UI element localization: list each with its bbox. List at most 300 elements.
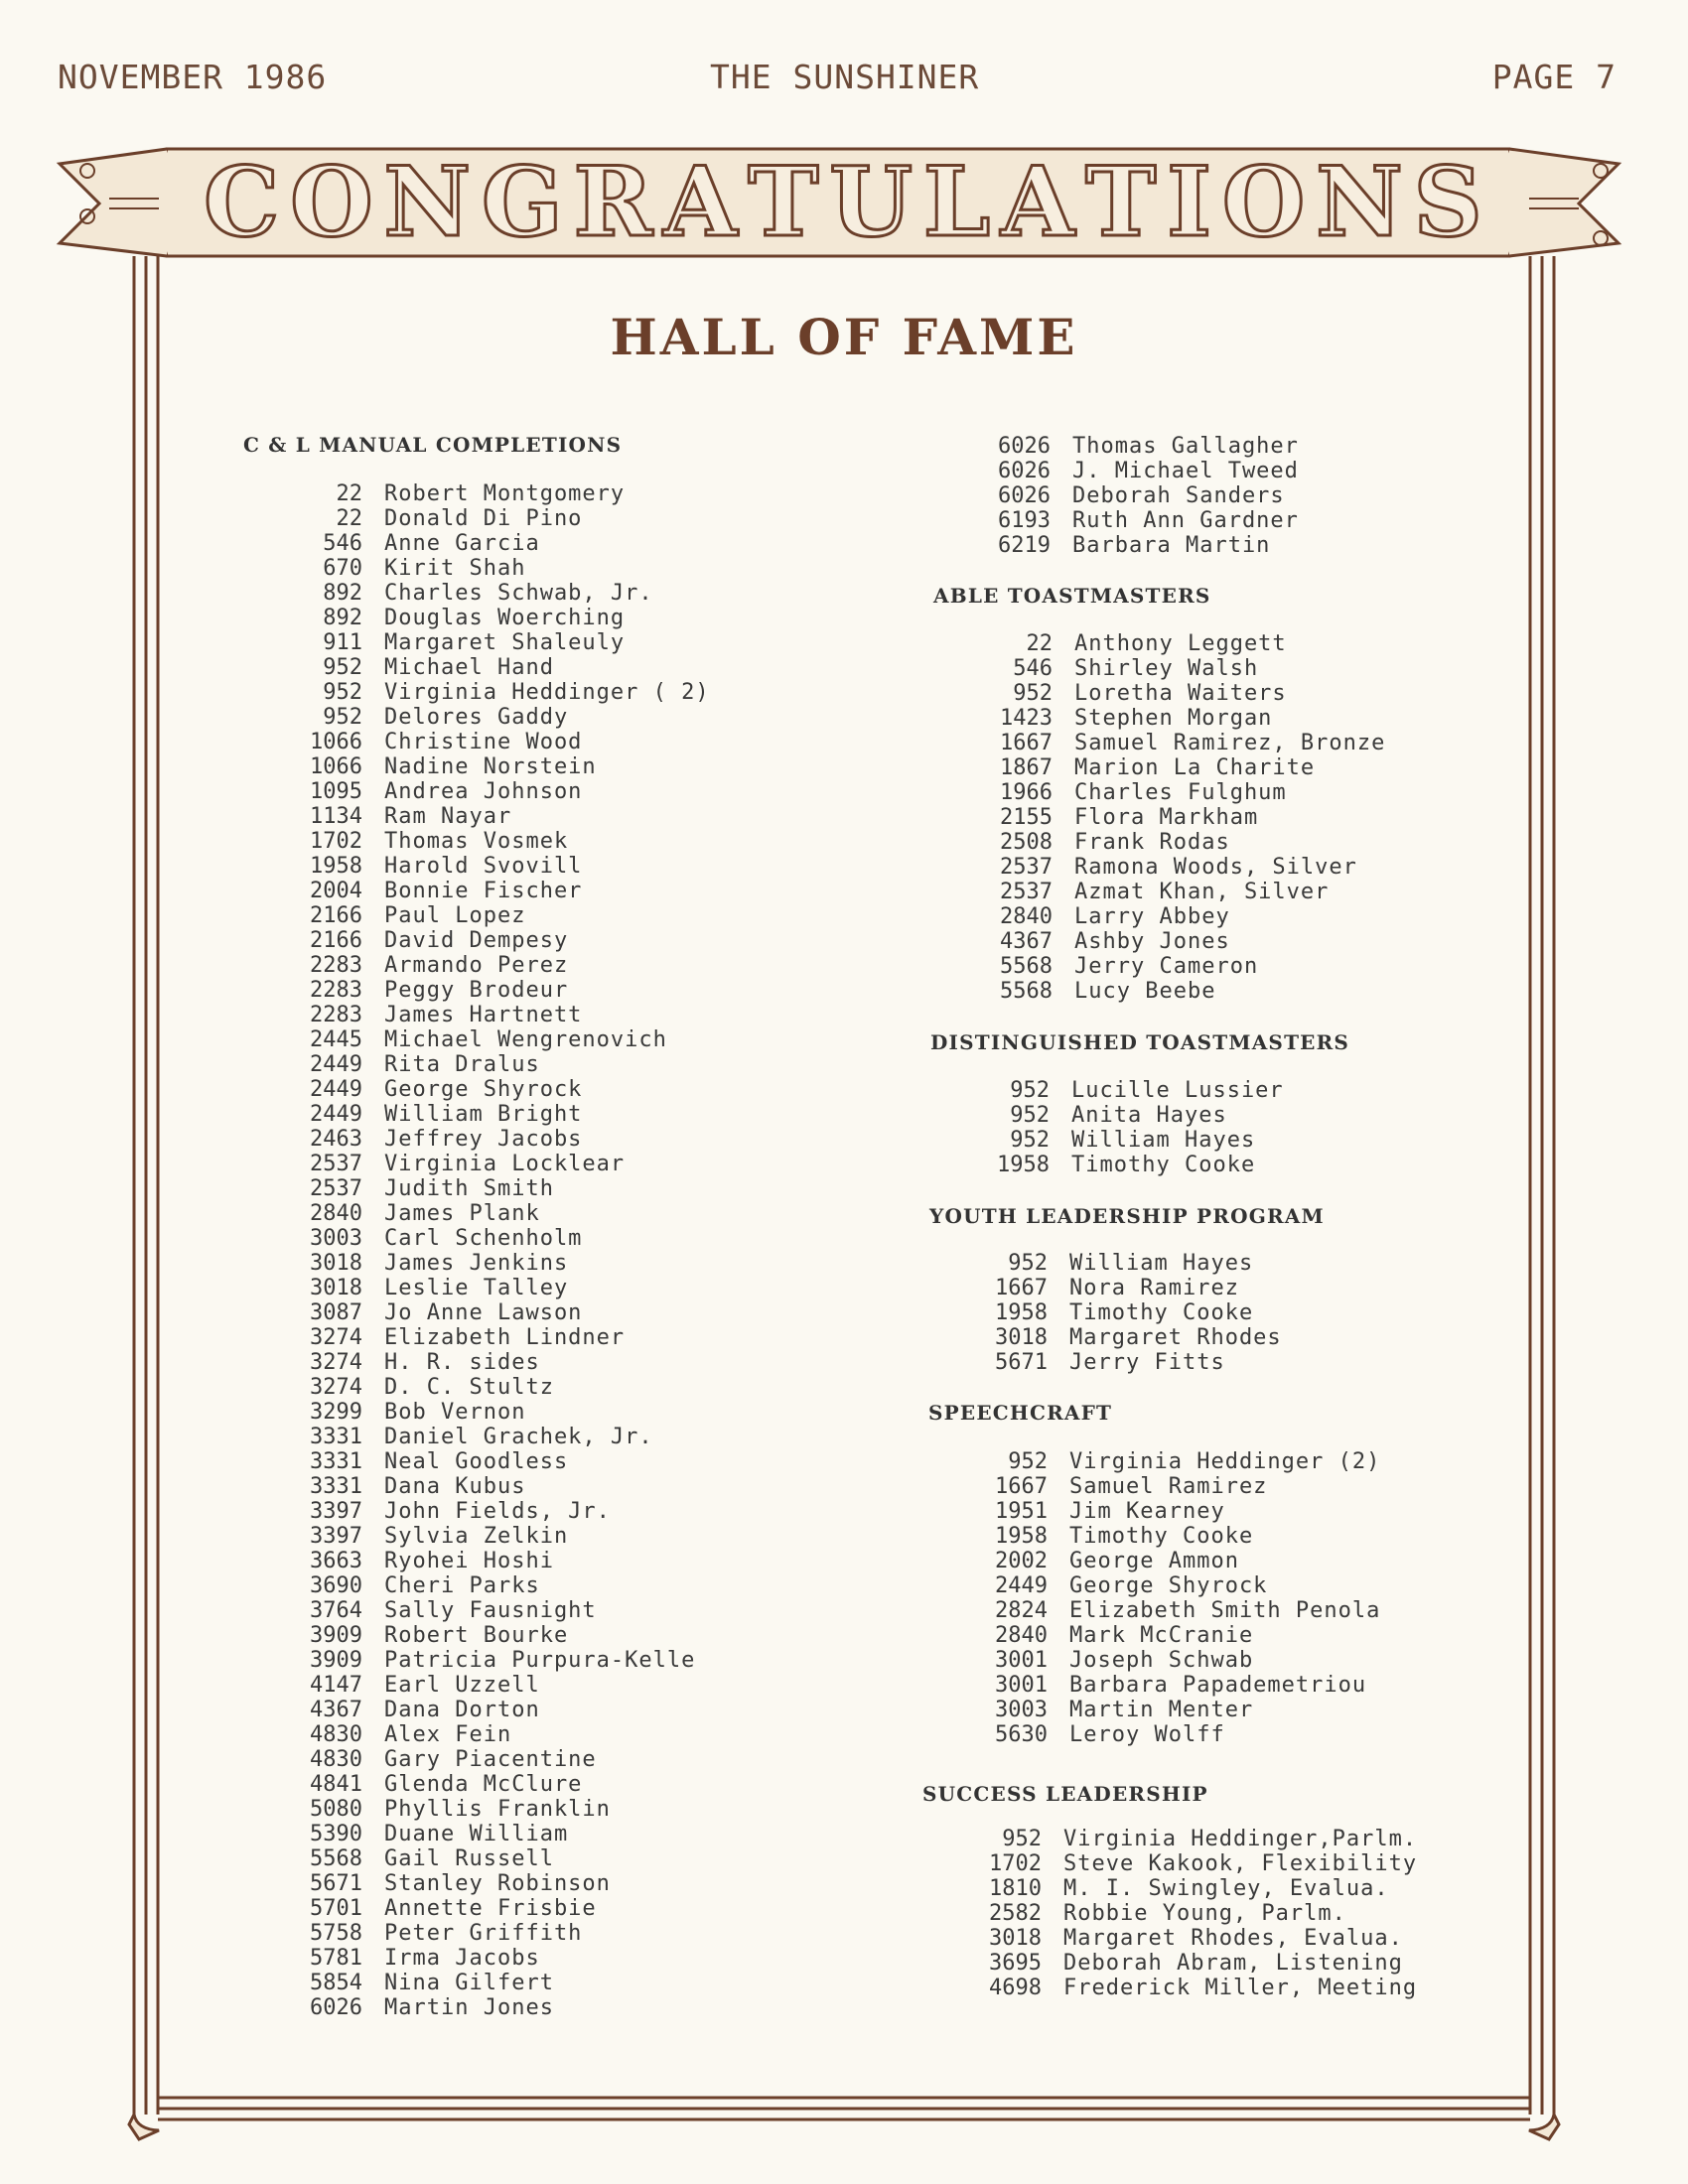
member-name: Gail Russell <box>384 1846 554 1871</box>
club-number: 6219 <box>998 533 1051 558</box>
member-name: Jerry Fitts <box>1069 1350 1225 1375</box>
member-name: Anita Hayes <box>1071 1103 1227 1128</box>
club-number: 6193 <box>998 508 1051 533</box>
club-number: 2824 <box>995 1598 1048 1623</box>
member-name: Margaret Rhodes <box>1069 1325 1282 1350</box>
list-success-leadership <box>972 1827 1417 2000</box>
member-name: Nina Gilfert <box>384 1971 554 1995</box>
club-number: 3397 <box>310 1524 362 1549</box>
member-name: Anthony Leggett <box>1074 631 1287 656</box>
club-number: 5080 <box>310 1797 362 1822</box>
club-number: 2449 <box>995 1573 1048 1598</box>
list-item <box>293 1102 710 1127</box>
member-name: Larry Abbey <box>1074 904 1230 929</box>
banner-letter: A <box>1000 145 1077 258</box>
member-name: Armando Perez <box>384 953 569 978</box>
list-able-toastmasters <box>983 631 1385 1004</box>
member-name: Alex Fein <box>384 1722 512 1747</box>
club-number: 952 <box>1010 1103 1050 1128</box>
list-item <box>978 1449 1380 1474</box>
list-item <box>293 978 710 1003</box>
list-item <box>981 434 1299 459</box>
list-item <box>980 1128 1284 1153</box>
list-item <box>983 656 1385 681</box>
list-item <box>978 1722 1380 1747</box>
member-name: William Hayes <box>1069 1251 1254 1276</box>
club-number: 3909 <box>310 1623 362 1648</box>
banner-letter: L <box>922 145 993 258</box>
club-number: 3274 <box>310 1325 362 1350</box>
club-number: 952 <box>1002 1827 1042 1851</box>
member-name: Ryohei Hoshi <box>384 1549 554 1573</box>
list-item <box>293 1176 710 1201</box>
club-number: 2166 <box>310 903 362 928</box>
member-name: William Bright <box>384 1102 583 1127</box>
list-item <box>293 1598 710 1623</box>
list-item <box>293 1152 710 1176</box>
member-name: Gary Piacentine <box>384 1747 597 1772</box>
list-item <box>293 1251 710 1276</box>
club-number: 6026 <box>310 1995 362 2020</box>
club-number: 6026 <box>998 434 1051 459</box>
club-number: 1810 <box>989 1876 1042 1901</box>
club-number: 6026 <box>998 459 1051 483</box>
club-number: 2004 <box>310 879 362 903</box>
member-name: Ram Nayar <box>384 804 512 829</box>
member-name: Margaret Rhodes, Evalua. <box>1063 1926 1403 1951</box>
list-item <box>293 1052 710 1077</box>
list-item <box>293 1276 710 1300</box>
member-name: Phyllis Franklin <box>384 1797 611 1822</box>
member-name: Douglas Woerching <box>384 606 626 630</box>
club-number: 2449 <box>310 1052 362 1077</box>
club-number: 2449 <box>310 1077 362 1102</box>
list-item <box>983 755 1385 780</box>
list-item <box>293 779 710 804</box>
club-number: 3663 <box>310 1549 362 1573</box>
list-item <box>978 1524 1380 1549</box>
list-item <box>983 706 1385 731</box>
list-item <box>293 1127 710 1152</box>
list-item <box>983 855 1385 880</box>
member-name: Michael Wengrenovich <box>384 1027 667 1052</box>
member-name: David Dempesy <box>384 928 569 953</box>
member-name: Delores Gaddy <box>384 705 569 730</box>
list-item <box>293 754 710 779</box>
list-distinguished-toastmasters <box>980 1078 1284 1177</box>
member-name: Dana Kubus <box>384 1474 526 1499</box>
list-item <box>978 1598 1380 1623</box>
club-number: 3001 <box>995 1648 1048 1673</box>
banner-letter: O <box>1221 145 1308 258</box>
club-number: 2449 <box>310 1102 362 1127</box>
member-name: Lucille Lussier <box>1071 1078 1284 1103</box>
list-item <box>293 1077 710 1102</box>
club-number: 952 <box>323 705 362 730</box>
list-item <box>978 1549 1380 1573</box>
member-name: Loretha Waiters <box>1074 681 1287 706</box>
member-name: D. C. Stultz <box>384 1375 554 1400</box>
list-item <box>293 1871 710 1896</box>
member-name: Duane William <box>384 1822 569 1846</box>
club-number: 911 <box>323 630 362 655</box>
club-number: 1966 <box>1000 780 1053 805</box>
list-item <box>293 1846 710 1871</box>
club-number: 892 <box>323 581 362 606</box>
club-number: 952 <box>1010 1128 1050 1153</box>
club-number: 546 <box>1013 656 1053 681</box>
club-number: 2582 <box>989 1901 1042 1926</box>
list-item <box>293 1300 710 1325</box>
club-number: 2840 <box>995 1623 1048 1648</box>
member-name: Anne Garcia <box>384 531 540 556</box>
newsletter-name: THE SUNSHINER <box>710 58 980 96</box>
member-name: Leslie Talley <box>384 1276 569 1300</box>
list-item <box>981 508 1299 533</box>
member-name: H. R. sides <box>384 1350 540 1375</box>
member-name: Patricia Purpura-Kelle <box>384 1648 696 1673</box>
member-name: Elizabeth Smith Penola <box>1069 1598 1381 1623</box>
club-number: 670 <box>323 556 362 581</box>
member-name: Irma Jacobs <box>384 1946 540 1971</box>
member-name: James Hartnett <box>384 1003 583 1027</box>
member-name: Thomas Vosmek <box>384 829 569 854</box>
list-youth-leadership-program <box>978 1251 1282 1375</box>
club-number: 4830 <box>310 1722 362 1747</box>
club-number: 1066 <box>310 730 362 754</box>
list-item <box>972 1876 1417 1901</box>
club-number: 1423 <box>1000 706 1053 731</box>
club-number: 952 <box>1010 1078 1050 1103</box>
list-item <box>293 879 710 903</box>
club-number: 3003 <box>995 1698 1048 1722</box>
club-number: 1867 <box>1000 755 1053 780</box>
list-item <box>972 1901 1417 1926</box>
member-name: Robbie Young, Parlm. <box>1063 1901 1346 1926</box>
banner-letter: T <box>748 145 821 258</box>
club-number: 5630 <box>995 1722 1048 1747</box>
club-number: 3909 <box>310 1648 362 1673</box>
club-number: 2283 <box>310 978 362 1003</box>
list-item <box>293 1027 710 1052</box>
list-item <box>980 1103 1284 1128</box>
banner-letter: I <box>1167 145 1214 258</box>
list-item <box>983 631 1385 656</box>
member-name: Marion La Charite <box>1074 755 1316 780</box>
list-item <box>293 804 710 829</box>
list-item <box>293 1400 710 1425</box>
member-name: Harold Svovill <box>384 854 583 879</box>
club-number: 3331 <box>310 1474 362 1499</box>
member-name: M. I. Swingley, Evalua. <box>1063 1876 1389 1901</box>
club-number: 952 <box>1008 1449 1048 1474</box>
heading-success-leadership: SUCCESS LEADERSHIP <box>922 1782 1208 1806</box>
member-name: Virginia Heddinger (2) <box>1069 1449 1381 1474</box>
list-item <box>978 1276 1282 1300</box>
club-number: 2537 <box>1000 855 1053 880</box>
list-item <box>293 953 710 978</box>
club-number: 2283 <box>310 953 362 978</box>
club-number: 22 <box>1026 631 1053 656</box>
club-number: 2002 <box>995 1549 1048 1573</box>
club-number: 6026 <box>998 483 1051 508</box>
club-number: 3018 <box>995 1325 1048 1350</box>
list-item <box>978 1474 1380 1499</box>
list-item <box>293 606 710 630</box>
list-item <box>983 904 1385 929</box>
club-number: 5854 <box>310 1971 362 1995</box>
member-name: Ashby Jones <box>1074 929 1230 954</box>
club-number: 3001 <box>995 1673 1048 1698</box>
heading-distinguished-toastmasters: DISTINGUISHED TOASTMASTERS <box>930 1030 1350 1054</box>
member-name: John Fields, Jr. <box>384 1499 611 1524</box>
club-number: 2283 <box>310 1003 362 1027</box>
list-item <box>983 830 1385 855</box>
list-item <box>293 1722 710 1747</box>
club-number: 3018 <box>310 1276 362 1300</box>
banner-letter: S <box>1413 145 1484 258</box>
member-name: Thomas Gallagher <box>1072 434 1299 459</box>
list-item <box>293 1822 710 1846</box>
list-cl-manual-completions <box>293 481 710 2020</box>
member-name: Leroy Wolff <box>1069 1722 1225 1747</box>
member-name: Bonnie Fischer <box>384 879 583 903</box>
member-name: Mark McCranie <box>1069 1623 1254 1648</box>
member-name: Frederick Miller, Meeting <box>1063 1976 1418 2000</box>
member-name: Flora Markham <box>1074 805 1259 830</box>
club-number: 4367 <box>310 1698 362 1722</box>
heading-able-toastmasters: ABLE TOASTMASTERS <box>933 584 1211 608</box>
list-item <box>293 630 710 655</box>
member-name: Sylvia Zelkin <box>384 1524 569 1549</box>
member-name: Carl Schenholm <box>384 1226 583 1251</box>
club-number: 5671 <box>995 1350 1048 1375</box>
club-number: 3274 <box>310 1350 362 1375</box>
club-number: 1134 <box>310 804 362 829</box>
club-number: 1702 <box>989 1851 1042 1876</box>
club-number: 3695 <box>989 1951 1042 1976</box>
heading-youth-leadership-program: YOUTH LEADERSHIP PROGRAM <box>929 1204 1325 1228</box>
member-name: George Shyrock <box>384 1077 583 1102</box>
list-item <box>972 1951 1417 1976</box>
list-item <box>293 705 710 730</box>
list-item <box>972 1926 1417 1951</box>
list-item <box>293 1698 710 1722</box>
list-item <box>293 1673 710 1698</box>
club-number: 3331 <box>310 1449 362 1474</box>
club-number: 4830 <box>310 1747 362 1772</box>
member-name: Christine Wood <box>384 730 583 754</box>
list-item <box>980 1153 1284 1177</box>
list-item <box>293 1449 710 1474</box>
club-number: 952 <box>323 655 362 680</box>
club-number: 1958 <box>995 1524 1048 1549</box>
list-item <box>980 1078 1284 1103</box>
club-number: 1095 <box>310 779 362 804</box>
member-name: Cheri Parks <box>384 1573 540 1598</box>
list-item <box>972 1827 1417 1851</box>
list-item <box>293 1573 710 1598</box>
member-name: Paul Lopez <box>384 903 526 928</box>
list-item <box>293 1226 710 1251</box>
member-name: Jerry Cameron <box>1074 954 1259 979</box>
club-number: 3018 <box>989 1926 1042 1951</box>
member-name: Rita Dralus <box>384 1052 540 1077</box>
club-number: 5781 <box>310 1946 362 1971</box>
list-item <box>978 1673 1380 1698</box>
member-name: Earl Uzzell <box>384 1673 540 1698</box>
member-name: James Plank <box>384 1201 540 1226</box>
member-name: Andrea Johnson <box>384 779 583 804</box>
list-item <box>293 1995 710 2020</box>
club-number: 1066 <box>310 754 362 779</box>
page-title: HALL OF FAME <box>610 308 1078 366</box>
club-number: 2445 <box>310 1027 362 1052</box>
club-number: 1667 <box>995 1474 1048 1499</box>
club-number: 2508 <box>1000 830 1053 855</box>
list-cl-manual-completions-continued <box>981 434 1299 558</box>
list-item <box>293 1946 710 1971</box>
list-item <box>293 1896 710 1921</box>
list-item <box>981 459 1299 483</box>
member-name: Stephen Morgan <box>1074 706 1273 731</box>
club-number: 4698 <box>989 1976 1042 2000</box>
member-name: Virginia Heddinger ( 2) <box>384 680 710 705</box>
member-name: Martin Menter <box>1069 1698 1254 1722</box>
club-number: 5568 <box>1000 979 1053 1004</box>
member-name: Deborah Sanders <box>1072 483 1285 508</box>
member-name: Peggy Brodeur <box>384 978 569 1003</box>
list-item <box>978 1325 1282 1350</box>
member-name: Virginia Locklear <box>384 1152 626 1176</box>
member-name: Samuel Ramirez <box>1069 1474 1268 1499</box>
member-name: Steve Kakook, Flexibility <box>1063 1851 1418 1876</box>
list-item <box>293 481 710 506</box>
club-number: 1958 <box>995 1300 1048 1325</box>
member-name: Robert Bourke <box>384 1623 569 1648</box>
club-number: 3764 <box>310 1598 362 1623</box>
club-number: 3274 <box>310 1375 362 1400</box>
club-number: 5568 <box>310 1846 362 1871</box>
member-name: Azmat Khan, Silver <box>1074 880 1330 904</box>
club-number: 2840 <box>310 1201 362 1226</box>
member-name: Peter Griffith <box>384 1921 583 1946</box>
list-item <box>978 1698 1380 1722</box>
list-item <box>983 780 1385 805</box>
list-item <box>293 1971 710 1995</box>
list-item <box>293 730 710 754</box>
member-name: Robert Montgomery <box>384 481 626 506</box>
list-item <box>293 903 710 928</box>
list-item <box>981 483 1299 508</box>
list-item <box>293 556 710 581</box>
club-number: 3018 <box>310 1251 362 1276</box>
club-number: 952 <box>323 680 362 705</box>
club-number: 3397 <box>310 1499 362 1524</box>
member-name: Ruth Ann Gardner <box>1072 508 1299 533</box>
banner-letter: T <box>1085 145 1159 258</box>
club-number: 5390 <box>310 1822 362 1846</box>
banner-letter: N <box>383 145 474 258</box>
list-item <box>978 1573 1380 1598</box>
member-name: Michael Hand <box>384 655 554 680</box>
member-name: Timothy Cooke <box>1069 1524 1254 1549</box>
list-item <box>293 1623 710 1648</box>
list-item <box>293 1474 710 1499</box>
club-number: 5758 <box>310 1921 362 1946</box>
list-item <box>293 1201 710 1226</box>
member-name: Frank Rodas <box>1074 830 1230 855</box>
member-name: Barbara Martin <box>1072 533 1271 558</box>
club-number: 952 <box>1008 1251 1048 1276</box>
member-name: Virginia Heddinger,Parlm. <box>1063 1827 1418 1851</box>
member-name: Martin Jones <box>384 1995 554 2020</box>
list-item <box>293 1524 710 1549</box>
club-number: 2166 <box>310 928 362 953</box>
list-item <box>293 1425 710 1449</box>
list-item <box>293 854 710 879</box>
club-number: 1958 <box>997 1153 1050 1177</box>
member-name: Judith Smith <box>384 1176 554 1201</box>
member-name: George Shyrock <box>1069 1573 1268 1598</box>
member-name: Kirit Shah <box>384 556 526 581</box>
member-name: Nora Ramirez <box>1069 1276 1239 1300</box>
list-item <box>293 581 710 606</box>
list-item <box>978 1648 1380 1673</box>
banner-letter: C <box>204 145 282 258</box>
list-item <box>293 680 710 705</box>
member-name: Ramona Woods, Silver <box>1074 855 1357 880</box>
banner-letter: R <box>573 145 655 258</box>
list-item <box>293 1747 710 1772</box>
list-item <box>983 805 1385 830</box>
list-item <box>972 1851 1417 1876</box>
member-name: Annette Frisbie <box>384 1896 597 1921</box>
heading-cl-manual-completions: C & L MANUAL COMPLETIONS <box>243 433 623 457</box>
member-name: Lucy Beebe <box>1074 979 1216 1004</box>
club-number: 892 <box>323 606 362 630</box>
club-number: 2840 <box>1000 904 1053 929</box>
member-name: Nadine Norstein <box>384 754 597 779</box>
list-item <box>981 533 1299 558</box>
list-item <box>293 1772 710 1797</box>
club-number: 4841 <box>310 1772 362 1797</box>
banner-letter: U <box>829 145 914 258</box>
club-number: 2537 <box>1000 880 1053 904</box>
list-speechcraft <box>978 1449 1380 1747</box>
list-item <box>978 1251 1282 1276</box>
list-item <box>293 1499 710 1524</box>
list-item <box>293 1325 710 1350</box>
list-item <box>293 829 710 854</box>
club-number: 3690 <box>310 1573 362 1598</box>
list-item <box>983 880 1385 904</box>
club-number: 3331 <box>310 1425 362 1449</box>
member-name: Joseph Schwab <box>1069 1648 1254 1673</box>
member-name: George Ammon <box>1069 1549 1239 1573</box>
list-item <box>293 531 710 556</box>
list-item <box>293 1375 710 1400</box>
club-number: 2537 <box>310 1152 362 1176</box>
banner-letter: G <box>481 145 565 258</box>
list-item <box>983 929 1385 954</box>
club-number: 546 <box>323 531 362 556</box>
member-name: Glenda McClure <box>384 1772 583 1797</box>
banner-letter: O <box>290 145 375 258</box>
member-name: James Jenkins <box>384 1251 569 1276</box>
member-name: Stanley Robinson <box>384 1871 611 1896</box>
member-name: Sally Fausnight <box>384 1598 597 1623</box>
